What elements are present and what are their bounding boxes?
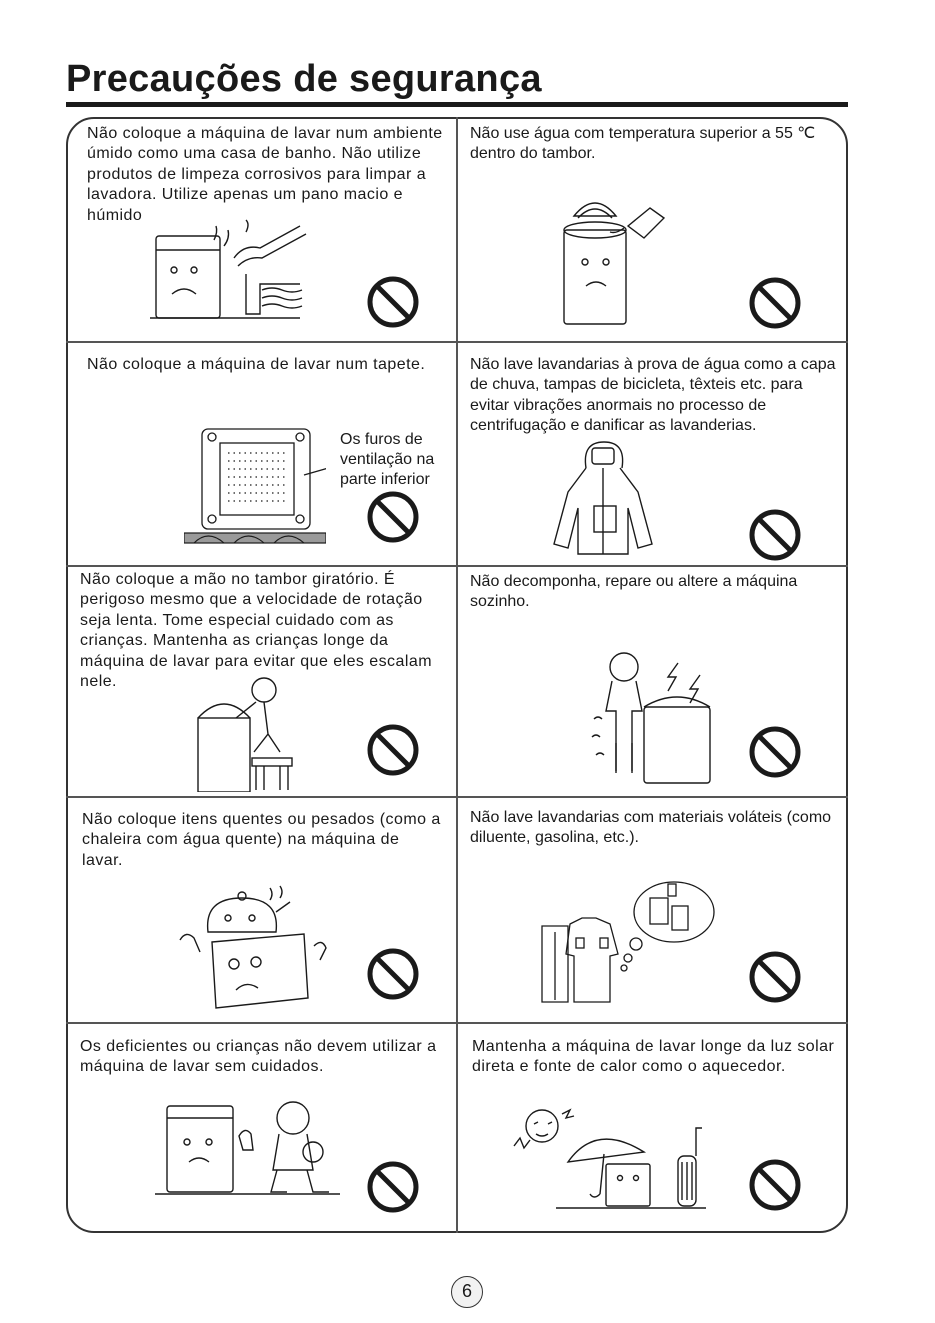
washer-water-spray-illustration — [150, 218, 330, 324]
row-divider — [66, 565, 848, 567]
prohibition-icon — [748, 950, 802, 1004]
warning-hot-heavy-items: Não coloque itens quentes ou pesados (como a chaleira com água quente) na máquina de lavar. — [82, 811, 441, 869]
prohibition-icon — [366, 947, 420, 1001]
clothes-volatile-chemicals-illustration — [536, 876, 716, 1008]
hot-water-washer-illustration — [558, 188, 668, 328]
child-near-washer-illustration — [155, 1096, 340, 1200]
column-divider — [456, 117, 458, 1233]
warning-carpet: Não coloque a máquina de lavar num tapete. — [87, 356, 426, 373]
warning-volatile-materials: Não lave lavandarias com materiais voláteis (como diluente, gasolina, etc.). — [470, 809, 832, 847]
prohibition-icon — [366, 490, 420, 544]
prohibition-icon — [366, 1160, 420, 1214]
warning-waterproof-laundry: Não lave lavandarias à prova de água como a capa de chuva, tampas de bicicleta, têxteis etc. para evitar vibrações anormais no processo de centrifugação e danificar as lavanderias. — [470, 356, 836, 435]
row-divider — [66, 341, 848, 343]
row-divider — [66, 1022, 848, 1024]
kettle-on-washer-illustration — [172, 884, 328, 1016]
warning-sunlight-heat: Mantenha a máquina de lavar longe da luz solar direta e fonte de calor como o aquecedor. — [472, 1038, 835, 1076]
vent-holes-annotation: Os furos de ventilação na parte inferior — [340, 431, 435, 488]
warning-do-not-repair: Não decomponha, repare ou altere a máquina sozinho. — [470, 573, 798, 611]
warning-humid-environment: Não coloque a máquina de lavar num ambiente úmido como uma casa de banho. Não utilize produtos de limpeza corrosivos para limpar a lavadora. Utilize apenas um pano macio e húmido — [87, 125, 443, 224]
prohibition-icon — [748, 725, 802, 779]
child-climbing-washer-illustration — [194, 672, 304, 792]
washer-on-carpet-illustration — [184, 425, 326, 545]
prohibition-icon — [366, 723, 420, 777]
warning-water-temperature: Não use água com temperatura superior a 55 ℃ dentro do tambor. — [470, 125, 816, 163]
man-repairing-washer-illustration — [588, 645, 716, 785]
prohibition-icon — [366, 275, 420, 329]
prohibition-icon — [748, 276, 802, 330]
prohibition-icon — [748, 508, 802, 562]
row-divider — [66, 796, 848, 798]
sun-heater-washer-illustration — [510, 1104, 716, 1214]
prohibition-icon — [748, 1158, 802, 1212]
warning-unsupervised-use: Os deficientes ou crianças não devem utilizar a máquina de lavar sem cuidados. — [80, 1038, 437, 1076]
page-number: 6 — [451, 1276, 483, 1308]
warning-rotating-drum: Não coloque a mão no tambor giratório. É perigoso mesmo que a velocidade de rotação seja lenta. Tome especial cuidado com as crianças. Mantenha as crianças longe da máquina de lavar para evitar que eles escalam nele. — [80, 571, 432, 691]
raincoat-illustration — [550, 438, 656, 558]
title-underline — [66, 102, 848, 107]
page-title: Precauções de segurança — [66, 58, 542, 100]
